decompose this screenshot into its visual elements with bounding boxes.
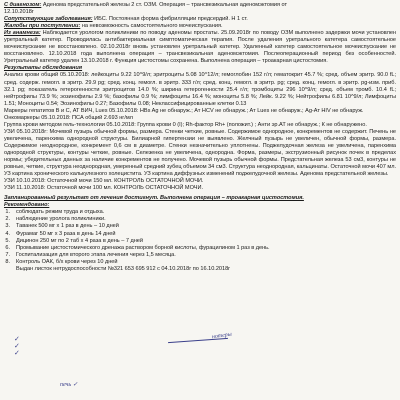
list-item: Выдан листок нетрудоспособности №321 653 695 912 с 04.10.2018г по 16.10.2018г bbox=[16, 265, 231, 272]
lab-title: Результаты обследования bbox=[4, 65, 83, 72]
list-item: 5. Дицинон 250 мг по 2 таб х 4 раза в день – 7 дней bbox=[5, 237, 143, 244]
header-block bbox=[4, 2, 396, 30]
comorbidities-line: Сопутствующие заболевания: ИБС. Постоянная форма фибрилляции предсердий. Н 1 ст. bbox=[4, 16, 248, 23]
recommendations-list bbox=[4, 209, 396, 272]
checkmark-icon: ✓ bbox=[14, 342, 20, 350]
handwritten-note: печь ✓ bbox=[60, 382, 78, 388]
list-item: 3. Таванек 500 мг х 1 раз в день – 10 дней bbox=[5, 223, 119, 230]
list-item: 2. наблюдение уролога поликлиники. bbox=[5, 216, 106, 223]
diagnosis-date: 12.10.2018г bbox=[4, 9, 34, 16]
recommendations-title: Рекомендовано: bbox=[4, 202, 50, 209]
list-item: 4. Фурамаг 50 мг х 3 раза в день 14 дней bbox=[5, 230, 116, 237]
uzi-1010: УЗИ 10.10.2018: Остаточной мочи 150 мл. КОНТРОЛЬ ОСТАТОЧНОЙ МОЧИ. bbox=[4, 178, 204, 185]
complaints-line: Жалобы при поступлении: на невозможность самостоятельного мочеиспускания. bbox=[4, 23, 223, 30]
result-line: Запланированный результат от лечения достигнут. Выполнена операция – троакарная цистостомия. bbox=[4, 195, 304, 202]
list-item: 7. Госпитализация для второго этапа лечения через 1,5 месяца. bbox=[5, 251, 176, 258]
list-item: 6. Промывание цистостомического дренажа раствором борной кислоты, фурацилином 1 раз в день. bbox=[5, 244, 270, 251]
uzi-main: УЗИ 05.10.2018г: Мочевой пузырь обычной формы, размера. Стенки четкие, ровные. Содержимое однородное, конкрементов не содержит. Печень не увеличена, паренхима однородной структуры. Билиарной гипертензии не выявлено. Желчный пузырь не увеличен, обычной формы, размера. Содержимое неоднородное, конкремент 0,6 см в диаметре. Стенки незначительно уплотнены. Поджелудочная железа не увеличена, паренхима однородной структуры, контуры четкие, ровные. Селезенка не увеличена, однородна. Форма, размеры, экструзионный рисунок почек в пределах нормы; убедительных данных за наличие конкрементов не получено. Мочевой пузырь обычной формы. Предстательная железа 53 см3, контуры не ровные, четкие, структура неоднородная, умеренный средний зубец объемом 34 см3. Структура неоднородная, кальцинаты. Остаточной мочи 407 мл. УЗ картина хронического калькулезного холецистита. УЗ картина диффузных изменений поджелудочной железы. Аденома предстательной железы. bbox=[4, 128, 396, 178]
lab-tumor-markers: Онкомаркеры 05.10.2018: ПСА общий 2.693 нг/мл bbox=[4, 114, 133, 121]
diagnosis-line: С диагнозом: Аденома предстательной железы 2 ст. ОЗМ. Операция – трансвезикальная аденомэктомия от bbox=[4, 2, 288, 8]
uzi-1110: УЗИ 11.10.2018: Остаточной мочи 100 мл. КОНТРОЛЬ ОСТАТОЧНОЙ МОЧИ. bbox=[4, 185, 204, 192]
anamnesis-paragraph: Из анамнеза: Наблюдается урологом поликлиники по поводу аденомы простаты. 25.09.2018г по поводу ОЗМ выполнено задержки мочи установлен уретральный катетер. Проводилась антибактериальная симптоматическая терапия. После удаления уретрального катетера самостоятельное мочеиспускание не восстановлено. 02.10.2018г вновь установлен уретральный катетер. Удаленный катетер самостоятельное мочеиспускание не восстановлено. 12.10.2018 года выполнена операция – трансвезикальная аденомэктомия. Послеоперационный период без особенностей. Уретральный катетер удален 13.10.2018 г. Функция цистостомы сохранена. Выполнена операция – троакарная цистостомия. bbox=[4, 30, 396, 65]
list-item: 1. соблюдать режим труда и отдыха. bbox=[5, 209, 105, 216]
checkmark-icon: ✓ bbox=[14, 335, 20, 343]
lab-blood-group: Группа крови методом гель-технологии 05.10.2018: Группа крови 0 (I); Rh-фактор Rh+ (положит.) ; Анти эр.АТ не обнаруж.; К не обнаружено. bbox=[4, 121, 367, 128]
lab-blood-count: Анализ крови общий 05.10.2018: лейкоциты 9.22 10^9/л; эритроциты 5.08 10^12/л; гемоглобин 152 г/л; гематокрит 45.7 %; сред. объем эритр. 90.0 fL; сред. содерж. гемогл. в эритр. 29.9 pg; сред. конц. гемогл. в эритр. 333 г/л; сред. конц. гемогл. в эритр. pg; сред. конц. гемогл. в эритр. pg-изм. приб. 32.1 pg; показатель гетерогенности эритроцитов 14.0 %; ширина гетерогенности 25.4 г/л; тромбоциты 296 10^9/л; сред. объем тромб. 10.4 fL; нейтрофилы 73.9 %; эозинофилы 2.9 %; базофилы 0.9 %; лимфоциты 16.4 %; моноциты 5.8 %; Лейк. 9.22 %; Нейтрофилы 6.81 10^9/л; Лимфоциты 1.51; Моноциты 0.54; Эозинофилы 0.27; Базофилы 0.08; Неклассифицированные клетки 0.13 bbox=[4, 72, 396, 107]
handwritten-note: нотеры bbox=[211, 331, 233, 341]
checkmark-icon: ✓ bbox=[14, 349, 20, 357]
lab-hepatitis-markers: Маркеры гепатитов В и С, АТ ВИЧ, Lues 05.10.2018: HBs Ag не обнаруж.; Ат HCV не обнаруж.; Ат Lues не обнаруж.; Ag-Ат HIV не обнаруж. bbox=[4, 107, 364, 114]
list-item: 8. Контроль ОАК, б/х крови через 10 дней bbox=[5, 258, 118, 265]
